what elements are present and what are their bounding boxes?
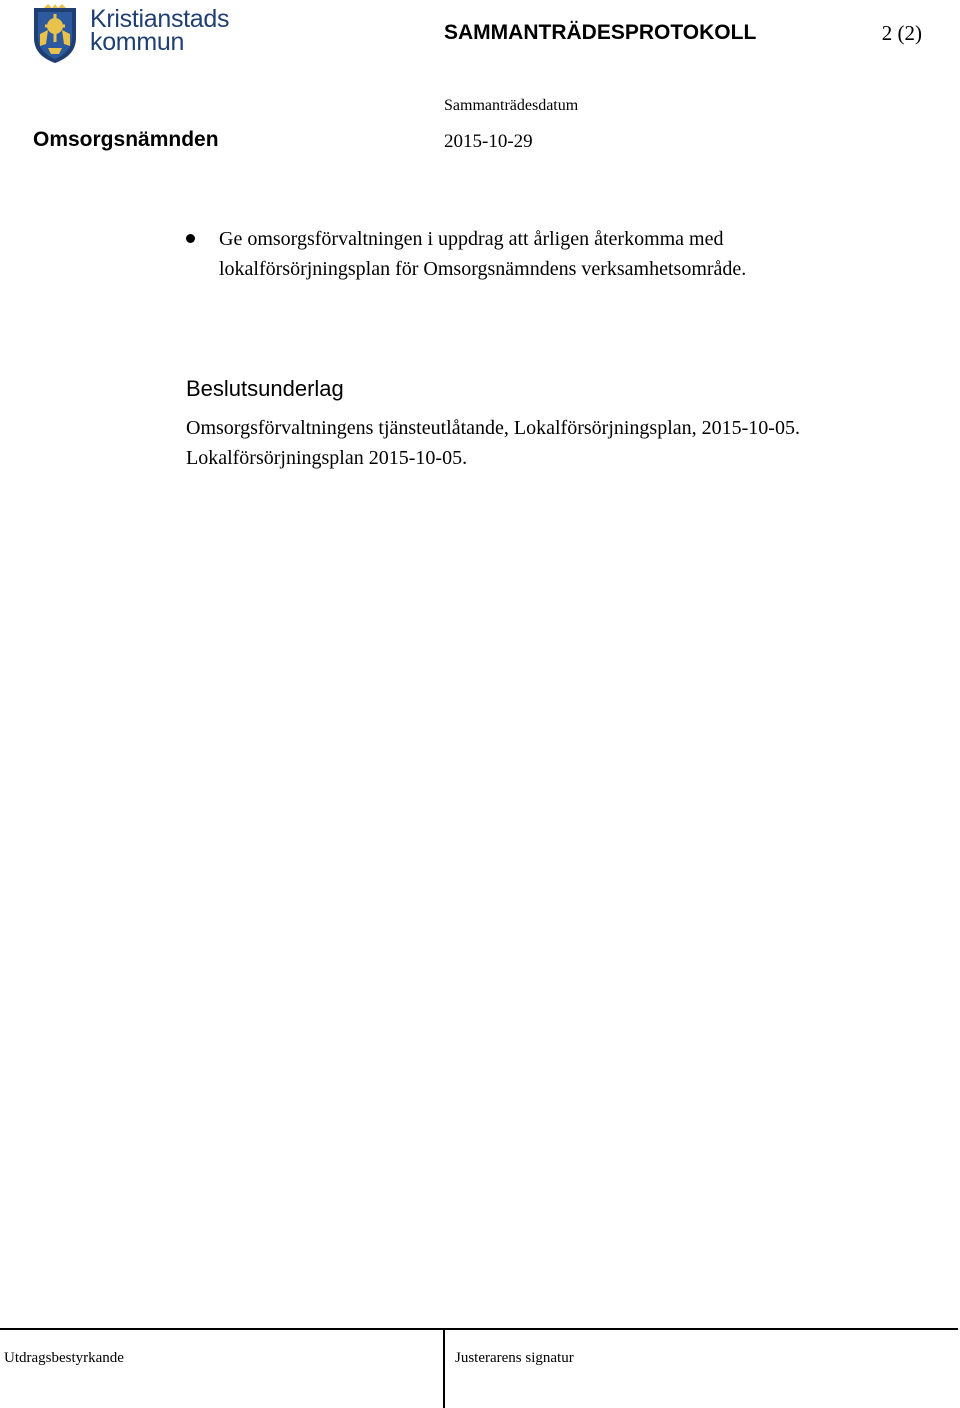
municipality-logo-text [90,5,230,56]
decision-bullet-list [186,224,886,284]
adjuster-signature-label: Justerarens signatur [455,1350,574,1366]
basis-item: Omsorgsförvaltningens tjänsteutlåtande, Lokalförsörjningsplan, 2015-10-05. [186,417,800,439]
logo-line-1: Kristianstads [90,5,230,33]
page-number: 2 (2) [881,21,922,45]
meeting-date-label: Sammanträdesdatum [444,97,579,114]
section-heading: Beslutsunderlag [186,376,344,401]
document-type-title: SAMMANTRÄDESPROTOKOLL [444,21,757,44]
coat-of-arms-icon [28,4,82,64]
logo-line-2: kommun [90,28,185,56]
footer-divider [443,1328,445,1408]
footer-rule [0,1328,958,1330]
certification-label: Utdragsbestyrkande [4,1350,124,1366]
list-item [186,224,886,284]
bullet-text: Ge omsorgsförvaltningen i uppdrag att årligen återkomma med lokalförsörjningsplan för Omsorgsnämndens verksamhetsområde. [219,228,747,280]
basis-item: Lokalförsörjningsplan 2015-10-05. [186,447,468,469]
decision-basis-list [186,413,856,473]
bullet-icon [186,234,195,243]
meeting-date: 2015-10-29 [444,131,533,152]
committee-name: Omsorgsnämnden [33,128,219,151]
